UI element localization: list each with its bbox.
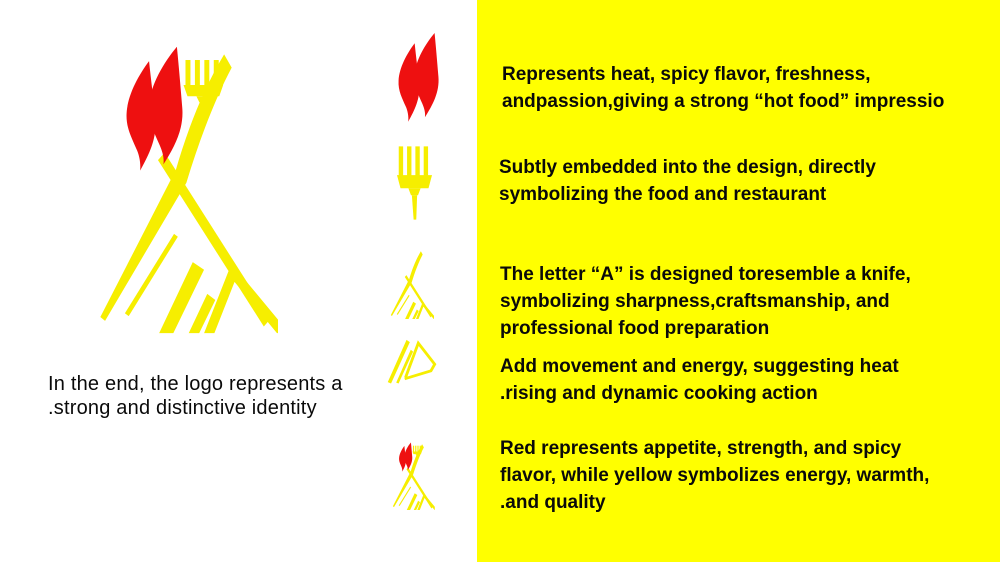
annotation-line: Represents heat, spicy flavor, freshness, (502, 64, 871, 85)
annotation-line: Red represents appetite, strength, and spicy (500, 438, 902, 459)
fork-icon (397, 146, 432, 220)
conclusion-line-1: In the end, the logo represents a (48, 373, 343, 395)
brand-logo (89, 40, 278, 338)
annotation-line: professional food preparation (500, 318, 770, 339)
conclusion-line-2: .strong and distinctive identity (48, 397, 317, 419)
annotation-colors (500, 435, 990, 516)
annotation-line: symbolizing the food and restaurant (499, 184, 827, 205)
letter-a-knife-icon (388, 249, 434, 319)
annotation-line: symbolizing sharpness,craftsmanship, and (500, 291, 890, 312)
annotation-line: .rising and dynamic cooking action (500, 383, 818, 404)
annotation-line: andpassion,giving a strong “hot food” impressio (502, 91, 945, 112)
annotation-letter-a (500, 261, 990, 342)
annotation-line: Subtly embedded into the design, directly (499, 157, 876, 178)
annotation-flame (502, 61, 992, 115)
annotation-line: Add movement and energy, suggesting heat (500, 356, 899, 377)
annotation-fork (499, 154, 989, 208)
annotation-line: flavor, while yellow symbolizes energy, warmth, (500, 465, 930, 486)
flame-icon (396, 33, 441, 123)
motion-strokes-icon (384, 337, 438, 384)
conclusion-caption (48, 372, 343, 420)
annotation-line: The letter “A” is designed toresemble a knife, (500, 264, 911, 285)
annotation-line: .and quality (500, 492, 606, 513)
annotation-motion (500, 353, 990, 407)
full-logo-icon (390, 442, 435, 510)
